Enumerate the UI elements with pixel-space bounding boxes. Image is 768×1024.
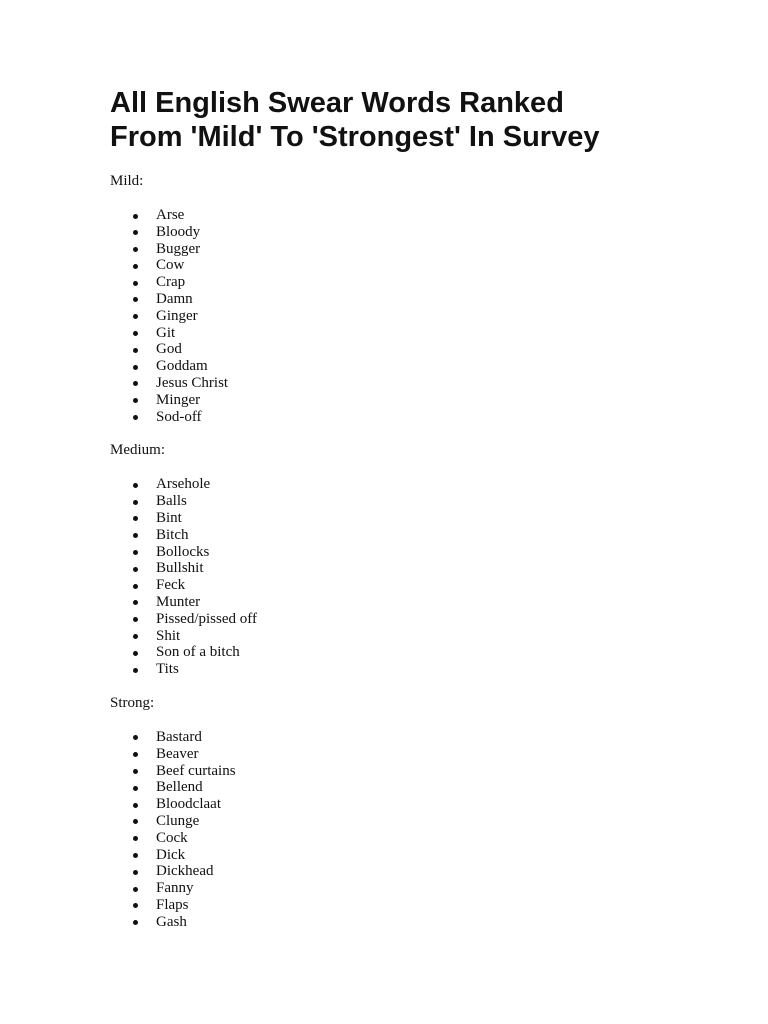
bullet-icon [133,533,138,538]
list-item-text: Crap [156,274,186,291]
list-item [110,409,730,426]
bullet-icon [133,651,138,656]
section-strong [110,695,730,931]
list-item-text: Feck [156,577,186,594]
list-item [110,880,730,897]
bullet-icon [133,920,138,925]
list-item-text: Bastard [156,728,202,745]
bullet-icon [133,584,138,589]
bullet-icon [133,617,138,622]
list-item [110,577,730,594]
list-item-text: Son of a bitch [156,644,240,661]
bullet-icon [133,668,138,673]
list-item-text: Arsehole [156,476,211,493]
bullet-icon [133,348,138,353]
document-title-line-1: All English Swear Words Ranked [110,87,564,119]
list-item [110,510,730,527]
bullet-icon [133,297,138,302]
list-item [110,611,730,628]
bullet-icon [133,516,138,521]
list-item [110,729,730,746]
list-item-text: Git [156,324,176,341]
document-title [110,86,730,154]
bullet-icon [133,550,138,555]
list-item-text: Cow [156,257,185,274]
list-item-text: Jesus Christ [156,374,229,391]
bullet-icon [133,752,138,757]
list-item [110,358,730,375]
list-item-text: Bugger [156,240,201,257]
bullet-icon [133,836,138,841]
word-list-medium [110,476,730,678]
bullet-icon [133,735,138,740]
bullet-icon [133,870,138,875]
list-item [110,594,730,611]
list-item [110,628,730,645]
list-item [110,914,730,931]
list-item [110,527,730,544]
document-title-line-2: From 'Mild' To 'Strongest' In Survey [110,121,600,153]
list-item-text: Flaps [156,896,189,913]
list-item-text: Beaver [156,745,199,762]
list-item [110,813,730,830]
bullet-icon [133,634,138,639]
list-item [110,392,730,409]
list-item-text: Beef curtains [156,762,236,779]
bullet-icon [133,600,138,605]
bullet-icon [133,500,138,505]
bullet-icon [133,803,138,808]
bullet-icon [133,247,138,252]
list-item [110,796,730,813]
list-item [110,779,730,796]
list-item-text: Bint [156,509,182,526]
bullet-icon [133,264,138,269]
list-item-text: Minger [156,391,201,408]
list-item-text: Bloodclaat [156,796,221,813]
section-label-medium: Medium: [110,442,165,459]
list-item-text: Damn [156,290,193,307]
list-item [110,325,730,342]
list-item-text: Munter [156,593,201,610]
list-item [110,207,730,224]
list-item [110,257,730,274]
list-item [110,746,730,763]
list-item [110,544,730,561]
list-item [110,476,730,493]
list-item-text: Goddam [156,358,208,375]
list-item [110,241,730,258]
section-medium [110,442,730,678]
bullet-icon [133,769,138,774]
list-item-text: Pissed/pissed off [156,610,257,627]
bullet-icon [133,887,138,892]
list-item [110,661,730,678]
list-item [110,847,730,864]
list-item-text: Tits [156,661,179,678]
section-mild [110,173,730,425]
list-item [110,863,730,880]
list-item-text: Bullshit [156,560,204,577]
section-label-mild: Mild: [110,173,144,189]
word-list-mild [110,207,730,425]
bullet-icon [133,381,138,386]
list-item [110,224,730,241]
bullet-icon [133,230,138,235]
bullet-icon [133,331,138,336]
list-item [110,274,730,291]
list-item-text: Cock [156,829,188,846]
list-item-text: Bitch [156,526,189,543]
list-item-text: God [156,341,182,358]
list-item [110,291,730,308]
list-item-text: Shit [156,627,181,644]
list-item-text: Bellend [156,779,203,796]
bullet-icon [133,398,138,403]
bullet-icon [133,819,138,824]
list-item [110,493,730,510]
bullet-icon [133,314,138,319]
list-item [110,763,730,780]
bullet-icon [133,214,138,219]
word-list-strong [110,729,730,931]
list-item [110,341,730,358]
bullet-icon [133,567,138,572]
list-item-text: Arse [156,207,185,223]
list-item-text: Dickhead [156,863,214,880]
bullet-icon [133,483,138,488]
list-item-text: Bollocks [156,543,210,560]
document-page [110,86,730,930]
list-item-text: Sod-off [156,408,202,425]
list-item [110,308,730,325]
list-item-text: Bloody [156,223,201,240]
section-label-strong: Strong: [110,694,155,711]
bullet-icon [133,903,138,908]
list-item [110,560,730,577]
list-item-text: Ginger [156,307,198,324]
list-item-text: Balls [156,493,187,510]
bullet-icon [133,281,138,286]
list-item-text: Clunge [156,812,200,829]
list-item-text: Gash [156,913,187,930]
list-item [110,375,730,392]
list-item [110,897,730,914]
list-item [110,830,730,847]
list-item-text: Fanny [156,880,194,897]
bullet-icon [133,853,138,858]
bullet-icon [133,415,138,420]
list-item-text: Dick [156,846,186,863]
bullet-icon [133,365,138,370]
bullet-icon [133,786,138,791]
list-item [110,644,730,661]
